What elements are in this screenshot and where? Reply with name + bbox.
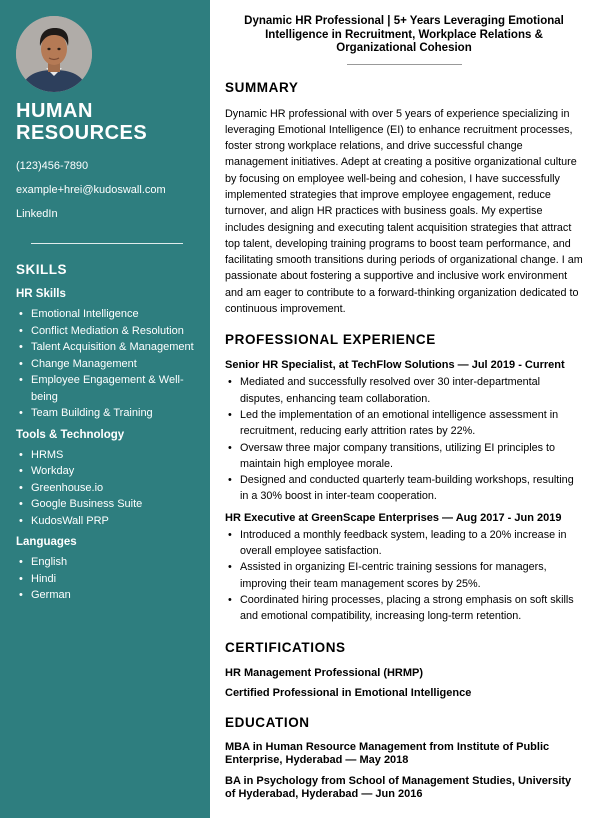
job-bullet: • Led the implementation of an emotional intelligence assessment in recruitment, reducing early attrition rates by 22%.	[225, 407, 583, 440]
languages-heading: Languages	[16, 536, 77, 548]
language-item: • English	[16, 554, 194, 571]
skill-item: • Conflict Mediation & Resolution	[16, 323, 194, 340]
language-item: • Hindi	[16, 571, 194, 588]
skill-item: • Emotional Intelligence	[16, 306, 194, 323]
tool-item: • HRMS	[16, 447, 194, 464]
job-title: Senior HR Specialist, at TechFlow Solutions — Jul 2019 - Current	[225, 359, 565, 372]
language-item: • German	[16, 587, 194, 604]
education-item: MBA in Human Resource Management from Institute of Public Enterprise, Hyderabad — May 2018	[225, 740, 550, 766]
education-item: BA in Psychology from School of Management Studies, University of Hyderabad, Hyderabad — Jun 2016	[225, 774, 572, 800]
tool-item: • Workday	[16, 463, 194, 480]
job-title: HR Executive at GreenScape Enterprises — Aug 2017 - Jun 2019	[225, 511, 562, 524]
certification-item: Certified Professional in Emotional Intelligence	[225, 686, 472, 699]
job-bullet: • Coordinated hiring processes, placing a strong emphasis on soft skills and emotional compatibility, increasing long-term retention.	[225, 592, 583, 625]
email-address[interactable]: example+hrei@kudoswall.com	[16, 184, 166, 196]
job-bullets	[225, 374, 583, 504]
summary-text: Dynamic HR professional with over 5 years of experience specializing in leveraging Emotional Intelligence (EI) to enhance recruitment processes, foster strong workplace relations, and drive successful change management initiatives. Adept at creating a positive organizational culture by focusing on employee well-being and cohesion, I have successfully implemented strategies that improve employee engagement, reduce turnover, and align HR practices with business goals. My expertise includes designing and executing talent acquisition strategies that attract top talent, developing training programs to boost team performance, and facilitating smooth transitions during periods of organizational change. I am passionate about fostering a supportive and inclusive work environment and am eager to contribute to a forward-thinking organization dedicated to continuous improvement.	[225, 107, 583, 316]
phone-number: (123)456-7890	[16, 160, 89, 172]
certifications-heading: CERTIFICATIONS	[225, 639, 346, 655]
candidate-name: HUMAN RESOURCES	[16, 100, 148, 144]
sidebar	[0, 0, 210, 818]
tool-item: • Google Business Suite	[16, 496, 194, 513]
sidebar-divider	[31, 243, 183, 244]
tool-item: • KudosWall PRP	[16, 513, 194, 530]
headline-divider	[347, 64, 462, 65]
tool-item: • Greenhouse.io	[16, 480, 194, 497]
job-bullet: • Mediated and successfully resolved over 30 inter-departmental disputes, enhancing team collaboration.	[225, 374, 583, 407]
certification-item: HR Management Professional (HRMP)	[225, 666, 424, 679]
profile-photo	[16, 16, 92, 92]
education-heading: EDUCATION	[225, 714, 310, 730]
linkedin-link[interactable]: LinkedIn	[16, 208, 58, 220]
resume-headline: Dynamic HR Professional | 5+ Years Leveraging Emotional Intelligence in Recruitment, Workplace Relations & Organizational Cohesion	[244, 15, 564, 54]
skills-heading: SKILLS	[16, 262, 68, 277]
summary-heading: SUMMARY	[225, 79, 299, 95]
skill-item: • Talent Acquisition & Management	[16, 339, 194, 356]
job-bullet: • Designed and conducted quarterly team-building workshops, resulting in a 30% boost in inter-team cooperation.	[225, 472, 583, 505]
hr-skills-list	[16, 306, 194, 422]
job-bullet: • Introduced a monthly feedback system, leading to a 20% increase in overall employee satisfaction.	[225, 527, 583, 560]
job-bullet: • Oversaw three major company transitions, utilizing EI principles to maintain high employee morale.	[225, 440, 583, 473]
skill-item: • Change Management	[16, 356, 194, 373]
experience-heading: PROFESSIONAL EXPERIENCE	[225, 332, 436, 348]
job-bullet: • Assisted in organizing EI-centric training sessions for managers, improving their team management scores by 25%.	[225, 559, 583, 592]
job-bullets	[225, 527, 583, 625]
tools-heading: Tools & Technology	[16, 428, 125, 441]
skill-item: • Employee Engagement & Well-being	[16, 372, 194, 405]
languages-list	[16, 554, 194, 604]
skill-item: • Team Building & Training	[16, 405, 194, 422]
hr-skills-heading: HR Skills	[16, 288, 66, 300]
tools-list	[16, 447, 194, 530]
main-content	[225, 0, 583, 809]
